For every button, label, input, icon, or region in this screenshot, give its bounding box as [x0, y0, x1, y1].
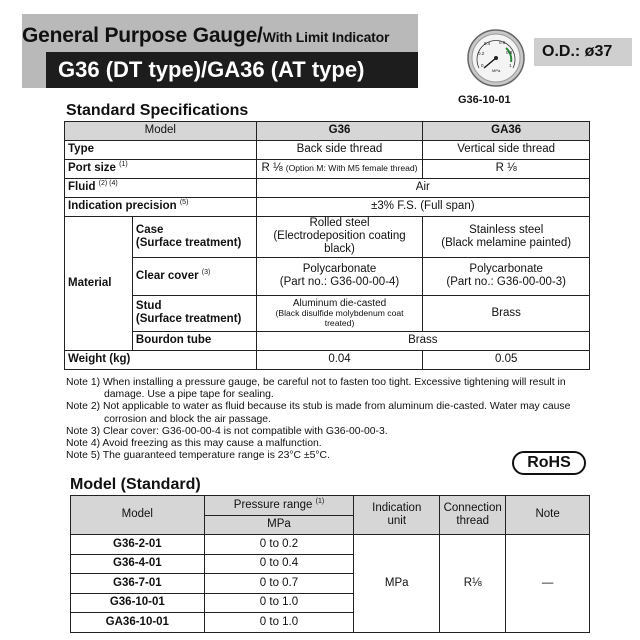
spec-header-row: [65, 122, 590, 141]
models-row-model: G36-4-01: [71, 554, 205, 574]
spec-row-cover: [65, 257, 590, 295]
material-label: Material: [65, 217, 133, 351]
notes: [66, 377, 596, 462]
weight-ga36: 0.05: [423, 350, 590, 369]
spec-row-fluid: [65, 179, 590, 198]
fluid-label: Fluid $^{(2) (4)}$: [65, 179, 257, 198]
models-row-range: 0 to 1.0: [204, 593, 354, 613]
models-row-range: 0 to 0.7: [204, 574, 354, 594]
note-4: Note 4) Avoid freezing as this may cause a malfunction.: [66, 438, 322, 450]
weight-g36: 0.04: [256, 350, 423, 369]
rohs-badge: RoHS: [512, 451, 586, 475]
weight-label: Weight (kg): [65, 350, 257, 369]
models-col-model: Model: [71, 496, 205, 535]
fluid-value: Air: [256, 179, 589, 198]
gauge-image: [466, 28, 526, 88]
models-col-conn: Connection thread: [440, 496, 506, 535]
case-label: Case (Surface treatment): [132, 217, 256, 258]
od-badge: O.D.: ø37: [534, 38, 632, 66]
models-unit-value: MPa: [354, 535, 440, 633]
port-g36: R ⅛ (Option M: With M5 female thread): [256, 160, 423, 179]
port-ga36: R ⅛: [423, 160, 590, 179]
case-g36: Rolled steel (Electrodeposition coating black): [256, 217, 423, 258]
gauge-tick-4: 0.8: [506, 50, 513, 55]
model-line: G36 (DT type)/GA36 (AT type): [46, 52, 418, 88]
models-note-value: —: [506, 535, 590, 633]
bourdon-value: Brass: [256, 331, 589, 350]
spec-col-g36: G36: [256, 122, 423, 141]
case-ga36: Stainless steel (Black melamine painted): [423, 217, 590, 258]
gauge-tick-1: 0.2: [478, 51, 485, 56]
models-heading: Model (Standard): [70, 476, 201, 493]
models-row-range: 0 to 1.0: [204, 613, 354, 633]
spec-col-model: Model: [65, 122, 257, 141]
spec-row-bourdon: [65, 331, 590, 350]
note-3: Note 3) Clear cover: G36-00-00-4 is not compatible with G36-00-00-3.: [66, 425, 388, 437]
note-2-cont: corrosion and block the air passage.: [104, 413, 271, 425]
note-1: Note 1) When installing a pressure gauge, be careful not to fasten too tight. Excessive tightening will result in: [66, 377, 566, 388]
cover-ga36: Polycarbonate (Part no.: G36-00-00-3): [423, 257, 590, 295]
spec-row-weight: [65, 350, 590, 369]
cover-g36: Polycarbonate (Part no.: G36-00-00-4): [256, 257, 423, 295]
models-row-range: 0 to 0.4: [204, 554, 354, 574]
page-title-sub: With Limit Indicator: [262, 29, 390, 45]
page-title: [22, 24, 389, 48]
gauge-tick-3: 0.6: [499, 40, 506, 45]
models-col-note: Note: [506, 496, 590, 535]
spec-heading: Standard Specifications: [66, 102, 249, 119]
spec-row-stud: [65, 295, 590, 331]
stud-ga36: Brass: [423, 295, 590, 331]
type-label: Type: [65, 141, 257, 160]
spec-table: [64, 121, 590, 370]
models-table: [70, 495, 590, 633]
spec-row-type: [65, 141, 590, 160]
spec-row-case: [65, 217, 590, 258]
note-1-cont: damage. Use a pipe tape for sealing.: [104, 389, 274, 401]
models-row-model: G36-10-01: [71, 593, 205, 613]
gauge-unit: MPa: [492, 68, 501, 73]
type-g36: Back side thread: [256, 141, 423, 160]
models-row-model: G36-7-01: [71, 574, 205, 594]
precision-label: Indication precision $^{(5)}$: [65, 198, 257, 217]
models-header-row: [71, 496, 590, 516]
models-conn-value: R⅛: [440, 535, 506, 633]
models-col-unit: Indication unit: [354, 496, 440, 535]
models-row-model: G36-2-01: [71, 535, 205, 555]
gauge-caption: G36-10-01: [458, 94, 511, 106]
models-col-range: Pressure range $^{(1)}$: [204, 496, 354, 516]
gauge-tick-5: 1: [509, 63, 512, 68]
port-label: Port size $^{(1)}$: [65, 160, 257, 179]
models-row-model: GA36-10-01: [71, 613, 205, 633]
models-col-range-unit: MPa: [204, 515, 354, 535]
note-2: Note 2) Not applicable to water as fluid because its stub is made from aluminum die-casted. Water may cause: [66, 401, 571, 413]
precision-value: ±3% F.S. (Full span): [256, 198, 589, 217]
spec-col-ga36: GA36: [423, 122, 590, 141]
bourdon-label: Bourdon tube: [132, 331, 256, 350]
page-title-main: General Purpose Gauge/: [22, 24, 263, 47]
gauge-tick-2: 0.4: [484, 41, 491, 46]
note-5: Note 5) The guaranteed temperature range is 23°C ±5°C.: [66, 450, 330, 462]
spec-row-port: [65, 160, 590, 179]
stud-label: Stud (Surface treatment): [132, 295, 256, 331]
stud-g36: Aluminum die-casted (Black disulfide molybdenum coat treated): [256, 295, 423, 331]
models-row-range: 0 to 0.2: [204, 535, 354, 555]
gauge-tick-0: 0: [481, 63, 484, 68]
type-ga36: Vertical side thread: [423, 141, 590, 160]
spec-row-precision: [65, 198, 590, 217]
cover-label: Clear cover $^{(3)}$: [132, 257, 256, 295]
models-row: [71, 535, 590, 555]
